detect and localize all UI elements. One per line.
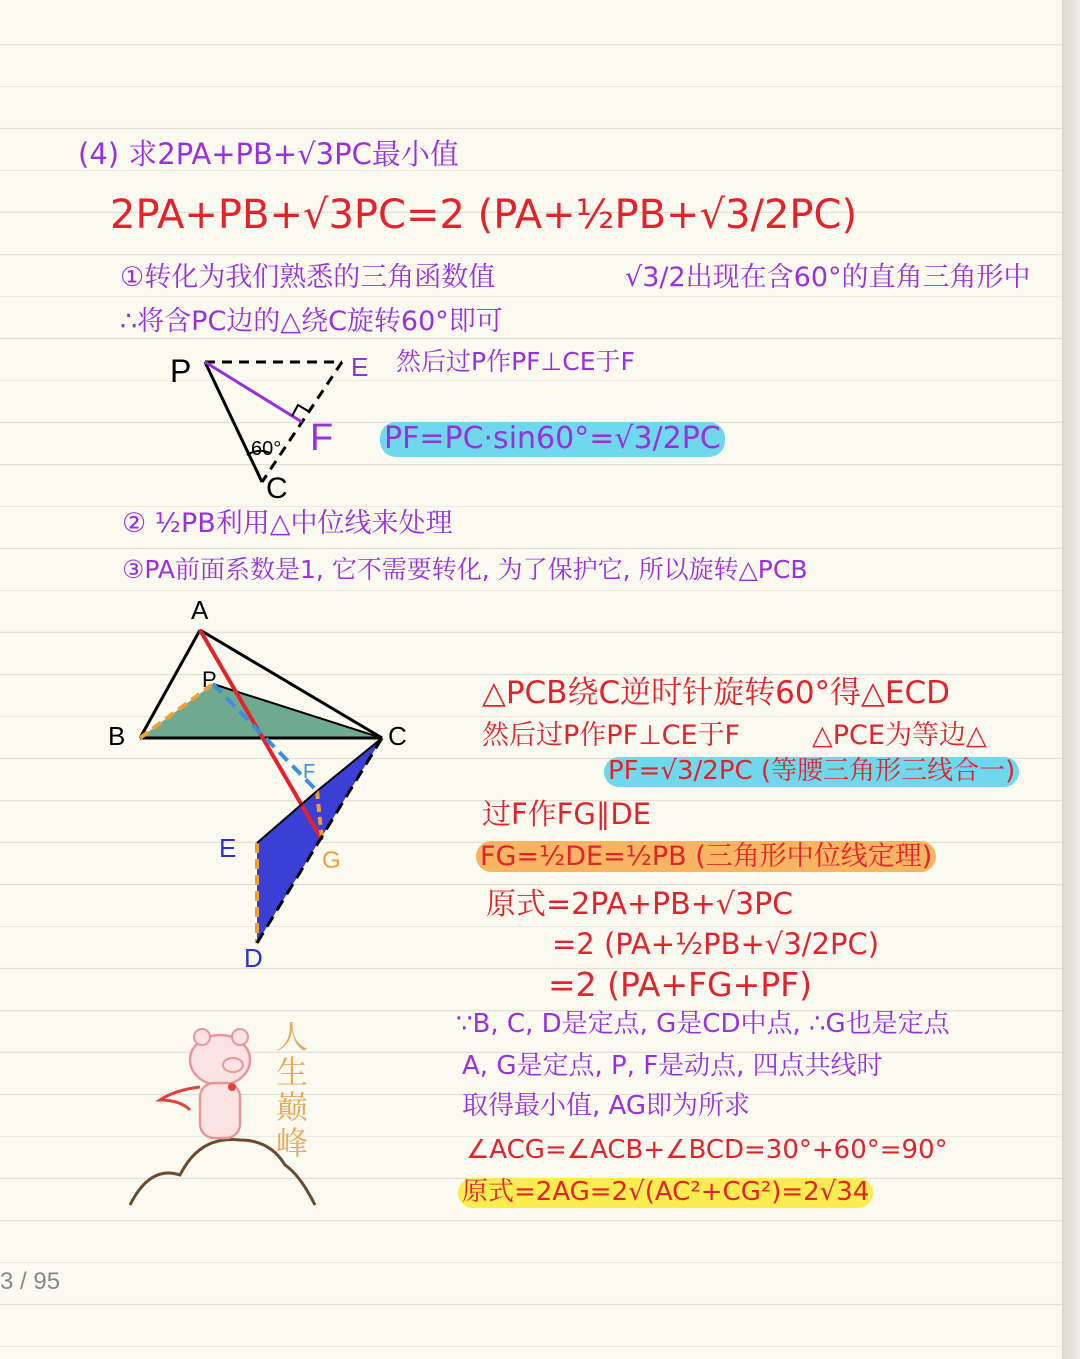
expression-segments: =2 (PA+FG+PF) [548,965,812,1004]
label-C: C [266,472,288,505]
step-1-note: √3/2出现在含60°的直角三角形中 [625,262,1031,293]
page-indicator: 3 / 95 [0,1268,61,1295]
angle-label: 60° [251,438,282,460]
page-edge-shadow [1062,0,1080,1359]
perpendicular-statement: 然后过P作PF⊥CE于F [482,720,741,751]
problem-title: (4) 求2PA+PB+√3PC最小值 [78,137,459,171]
step-2: ② ½PB利用△中位线来处理 [122,508,453,539]
step-3: ③PA前面系数是1, 它不需要转化, 为了保护它, 所以旋转△PCB [122,555,808,584]
pf-relation: PF=√3/2PC (等腰三角形三线合一) [604,757,1019,787]
label-F: F [310,417,334,459]
doodle-caption: 人生巅峰 [276,1018,311,1162]
step-1: ①转化为我们熟悉的三角函数值 [120,262,496,293]
final-answer: 原式=2AG=2√(AC²+CG²)=2√34 [458,1178,873,1208]
fg-parallel: 过F作FG∥DE [482,797,651,831]
construct-perpendicular: 然后过P作PF⊥CE于F [396,347,635,376]
midline-theorem: FG=½DE=½PB (三角形中位线定理) [476,841,936,872]
label-F2: F [303,761,316,783]
original-expression: 原式=2PA+PB+√3PC [486,887,794,922]
label-G: G [322,847,341,874]
label-E2: E [219,833,237,863]
rotation-statement: △PCB绕C逆时针旋转60°得△ECD [482,675,950,711]
label-B: B [108,721,126,751]
label-P2: P [202,667,217,692]
equilateral-statement: △PCE为等边△ [812,720,987,751]
pf-formula: PF=PC·sin60°=√3/2PC [380,422,725,457]
expression-factored: =2 (PA+½PB+√3/2PC) [552,927,880,961]
label-D: D [244,943,263,973]
minimum-conclusion: 取得最小值, AG即为所求 [462,1091,751,1121]
label-C2: C [388,721,407,751]
fixed-points: ∵B, C, D是定点, G是CD中点, ∴G也是定点 [456,1009,950,1039]
expression-transform: 2PA+PB+√3PC=2 (PA+½PB+√3/2PC) [110,192,858,238]
angle-computation: ∠ACG=∠ACB+∠BCD=30°+60°=90° [466,1135,948,1165]
triangle-figure-1 [150,340,380,510]
triangle-figure-2 [100,595,430,985]
label-P: P [170,353,192,389]
collinear-condition: A, G是定点, P, F是动点, 四点共线时 [462,1051,883,1081]
step-1-conclusion: ∴将含PC边的△绕C旋转60°即可 [120,306,503,337]
label-E: E [351,352,369,382]
label-A: A [191,595,209,625]
